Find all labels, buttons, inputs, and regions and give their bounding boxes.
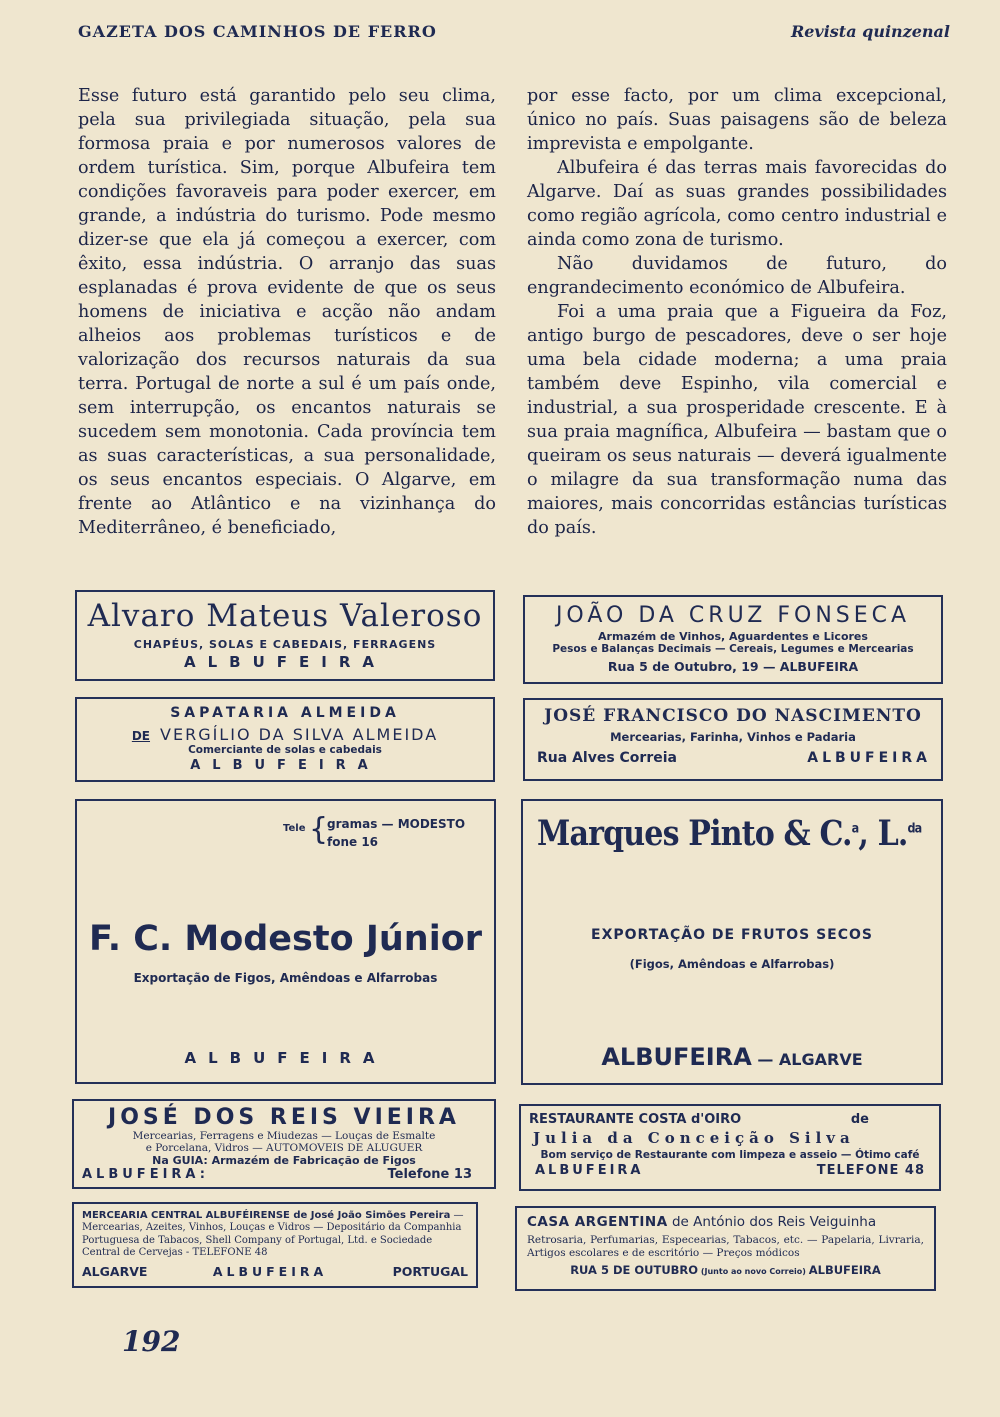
article-paragraph: Esse futuro está garantido pelo seu clima, pela sua privilegiada situação, pela sua formosa praia e por numerosos valores de ordem turística. Sim, porque Albufeira tem condições favoraveis para poder exercer, em grande, a indústria do turismo. Pode mesmo dizer-se que ela já começou a exercer, com êxito, essa indústria. O arranjo das suas esplanadas é prova evidente de que os seus homens de iniciativa e acção não andam alheios aos problemas turísticos e de valorização dos recursos naturais da sua terra. Portugal de norte a sul é um país onde, sem interrupção, os encantos naturais se sucedem sem monotonia. Cada província tem as suas características, a sua personalidade, os seus encantos especiais. O Algarve, em frente ao Atlântico e na vizinhança do Mediterrâneo, é beneficiado, xyxy=(78,86,496,538)
ad-description: e Porcelana, Vidros — AUTOMOVEIS DE ALUGUER xyxy=(145,1142,423,1154)
ad-business-name: RESTAURANTE COSTA d'OIRO xyxy=(529,1112,742,1127)
ad-business-name: JOSÉ DOS REIS VIEIRA xyxy=(108,1105,460,1130)
ad-address: RUA 5 DE OUTUBRO (Junto ao novo Correio) ALBUFEIRA xyxy=(570,1263,881,1277)
ad-region: ALGARVE xyxy=(82,1263,148,1279)
ad-de-label: de xyxy=(850,1112,869,1127)
ad-marques-pinto xyxy=(521,799,943,1085)
ad-business-name: Marques Pinto & C.$^a$, L.$^{da}$ xyxy=(537,813,922,854)
ad-telegram: gramas — MODESTO xyxy=(327,817,466,831)
ad-business-name: F. C. Modesto Júnior xyxy=(88,919,483,959)
ad-almeida xyxy=(75,697,495,782)
ad-business-name: CASA ARGENTINA de António dos Reis Veiguinha xyxy=(527,1214,877,1230)
ad-business-name: JOÃO DA CRUZ FONSECA xyxy=(555,603,911,628)
ad-description: Pesos e Balanças Decimais — Cereais, Legumes e Mercearias xyxy=(552,643,914,655)
ad-modesto xyxy=(75,799,496,1084)
ad-description: Mercearias, Ferragens e Miudezas — Louças de Esmalte xyxy=(132,1130,436,1142)
ad-town: ALBUFEIRA: xyxy=(82,1167,209,1182)
ad-owner: VERGÍLIO DA SILVA ALMEIDA xyxy=(160,725,439,744)
ad-casa-argentina xyxy=(515,1206,936,1291)
ad-address: Rua Alves Correia xyxy=(537,750,677,766)
ad-description: EXPORTAÇÃO DE FRUTOS SECOS xyxy=(591,927,873,943)
article-paragraph: Foi a uma praia que a Figueira da Foz, antigo burgo de pescadores, deve o ser hoje uma bela cidade moderna; a uma praia também deve Espinho, vila comercial e industrial, a sua prosperidade crescente. E à sua praia magnífica, Albufeira — bastam que o queiram os seus naturais — deverá igualmente o milagre da sua transformação numa das maiores, mais concorridas estâncias turísticas do país. xyxy=(527,302,947,538)
ad-description: Retrosaria, Perfumarias, Especearias, Tabacos, etc. — Papelaria, Livraria, Artigos escolares e de escritório — Preços módicos xyxy=(527,1234,924,1259)
ad-business-name: JOSÉ FRANCISCO DO NASCIMENTO xyxy=(544,706,922,726)
ad-description: (Figos, Amêndoas e Alfarrobas) xyxy=(629,957,835,971)
ad-description: Armazém de Vinhos, Aguardentes e Licores xyxy=(598,630,868,643)
running-header-title: GAZETA DOS CAMINHOS DE FERRO xyxy=(78,22,437,41)
ad-tele-label: Tele xyxy=(283,823,306,834)
running-header-subtitle: Revista quinzenal xyxy=(790,22,950,41)
ad-mercearia-central xyxy=(72,1202,478,1288)
ad-town: ALBUFEIRA xyxy=(212,1263,328,1279)
ad-phone: TELEFONE 48 xyxy=(816,1163,925,1178)
ad-town: ALBUFEIRA xyxy=(535,1163,644,1178)
ad-description: MERCEARIA CENTRAL ALBUFÉIRENSE de José João Simões Pereira — Mercearias, Azeites, Vinhos, Louças e Vidros — Depositário da Companhia Portuguesa de Tabacos, Shell Company of Portugal, Ltd. e Sociedade Central de Cervejas - TELEFONE 48 xyxy=(82,1210,464,1259)
ad-fonseca xyxy=(523,595,943,684)
ad-description: Na GUIA: Armazém de Fabricação de Figos xyxy=(152,1154,416,1167)
ad-costa-doiro xyxy=(519,1104,941,1191)
ad-town: ALBUFEIRA xyxy=(807,750,931,766)
ad-valeroso xyxy=(75,590,495,681)
ad-phone: Telefone 13 xyxy=(387,1167,472,1182)
page-number: 192 xyxy=(122,1325,181,1358)
ad-business-name: Alvaro Mateus Valeroso xyxy=(87,598,483,634)
ad-town: ALBUFEIRA — ALGARVE xyxy=(601,1043,863,1071)
ad-nascimento xyxy=(523,698,943,781)
ad-owner: Julia da Conceição Silva xyxy=(533,1129,855,1147)
ad-town: ALBUFEIRA xyxy=(190,758,380,773)
article-paragraph: por esse facto, por um clima excepcional, único no país. Suas paisagens são de beleza imprevista e empolgante. xyxy=(527,86,947,154)
ad-description: Bom serviço de Restaurante com limpeza e asseio — Ótimo café xyxy=(540,1149,920,1161)
ad-address: Rua 5 de Outubro, 19 — ALBUFEIRA xyxy=(607,659,859,674)
ad-description: Comerciante de solas e cabedais xyxy=(188,744,382,756)
article-right-column xyxy=(527,84,947,540)
ad-vieira xyxy=(72,1099,496,1189)
ad-country: PORTUGAL xyxy=(392,1263,468,1279)
ad-business-name: SAPATARIA ALMEIDA xyxy=(170,705,400,721)
ad-description: Exportação de Figos, Amêndoas e Alfarrobas xyxy=(133,971,438,985)
article-left-column xyxy=(78,84,496,540)
article-paragraph: Não duvidamos de futuro, do engrandecimento económico de Albufeira. xyxy=(527,254,947,298)
ad-town: ALBUFEIRA xyxy=(184,1049,387,1067)
ad-description: CHAPÉUS, SOLAS E CABEDAIS, FERRAGENS xyxy=(133,638,437,651)
ad-description: Mercearias, Farinha, Vinhos e Padaria xyxy=(610,730,856,744)
ad-brace: { xyxy=(309,812,329,847)
ad-town: ALBUFEIRA xyxy=(183,653,386,671)
ad-de-label: DE xyxy=(131,729,151,743)
article-paragraph: Albufeira é das terras mais favorecidas do Algarve. Daí as suas grandes possibilidades como região agrícola, como centro industrial e ainda como zona de turismo. xyxy=(527,158,947,250)
ad-phone: fone 16 xyxy=(327,835,379,849)
